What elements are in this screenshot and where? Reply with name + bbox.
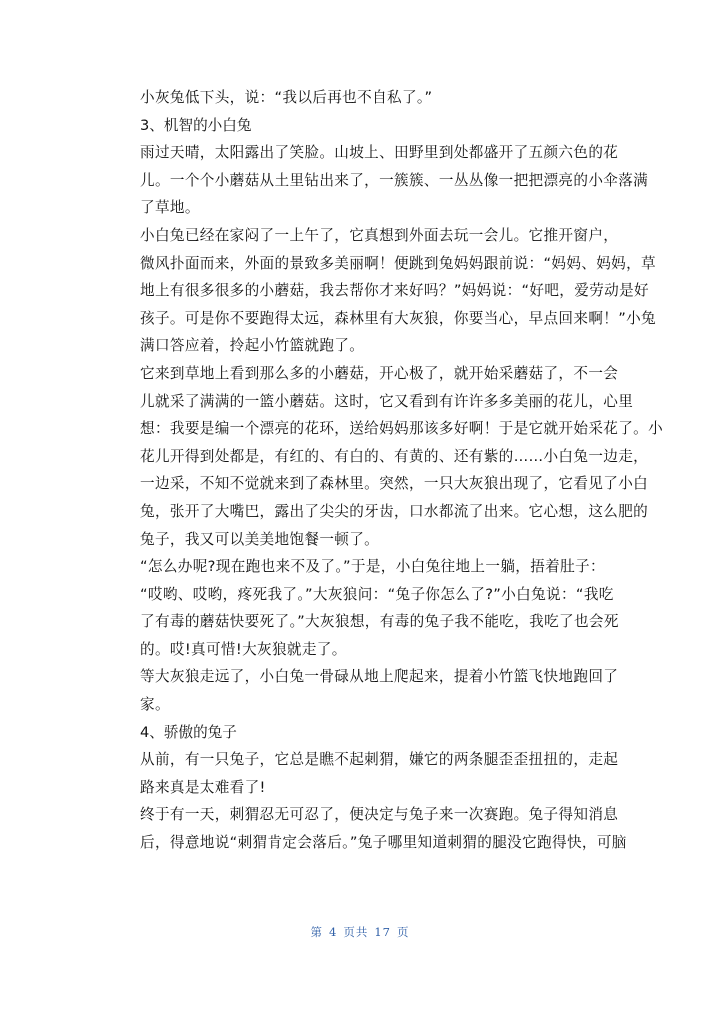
page-label-prefix: 第 (310, 925, 324, 939)
text-line: “哎哟、哎哟，疼死我了。”大灰狼问：“兔子你怎么了?”小白兔说：“我吃 (140, 585, 614, 603)
text-line: 家。 (140, 696, 170, 714)
text-line: 孩子。可是你不要跑得太远，森林里有大灰狼，你要当心，早点回来啊！”小兔 (140, 309, 657, 327)
text-line: 小灰兔低下头，说：“我以后再也不自私了。” (140, 89, 433, 106)
text-line: “怎么办呢?现在跑也来不及了。”于是，小白兔往地上一躺，捂着肚子： (140, 558, 605, 576)
text-line: 小白兔已经在家闷了一上午了，它真想到外面去玩一会儿。它推开窗户， (140, 226, 619, 244)
text-line: 的。哎!真可惜!大灰狼就走了。 (140, 640, 347, 658)
text-line: 后，得意地说“刺猬肯定会落后。”兔子哪里知道刺猬的腿没它跑得快，可脑 (140, 834, 627, 852)
text-line: 了草地。 (140, 199, 200, 217)
text-line: 花儿开得到处都是，有红的、有白的、有黄的、还有紫的……小白兔一边走， (140, 447, 649, 465)
text-line: 4、骄傲的兔子 (140, 723, 237, 741)
text-line: 路来真是太难看了! (140, 778, 266, 796)
text-line: 从前，有一只兔子，它总是瞧不起刺猬，嫌它的两条腿歪歪扭扭的，走起 (140, 751, 619, 769)
text-line: 终于有一天，刺猬忍无可忍了，便决定与兔子来一次赛跑。兔子得知消息 (140, 806, 619, 824)
current-page-number: 4 (329, 925, 338, 939)
paragraph (111, 139, 649, 222)
page-footer (0, 924, 720, 940)
paragraph (111, 801, 627, 856)
text-line: 兔，张开了大嘴巴，露出了尖尖的牙齿，口水都流了出来。它心想，这么肥的 (140, 502, 649, 520)
paragraph (111, 553, 619, 663)
text-line: 地上有很多很多的小蘑菇，我去帮你才来好吗？”妈妈说：“好吧，爱劳动是好 (140, 282, 649, 300)
text-line: 儿。一个个小蘑菇从土里钻出来了，一簇簇、一丛丛像一把把漂亮的小伞落满 (140, 171, 649, 189)
text-line: 一边采，不知不觉就来到了森林里。突然，一只大灰狼出现了，它看见了小白 (140, 475, 649, 493)
text-line: 等大灰狼走远了，小白兔一骨碌从地上爬起来，提着小竹篮飞快地跑回了 (140, 668, 619, 686)
text-line: 想：我要是编一个漂亮的花环，送给妈妈那该多好啊！于是它就开始采花了。小 (140, 420, 664, 438)
text-line: 满口答应着，拎起小竹篮就跑了。 (140, 337, 365, 355)
section-heading (111, 719, 611, 747)
paragraph (111, 360, 664, 553)
text-line: 了有毒的蘑菇快要死了。”大灰狼想，有毒的兔子我不能吃，我吃了也会死 (140, 613, 619, 631)
text-line: 3、机智的小白兔 (140, 116, 252, 134)
section-heading (111, 112, 611, 140)
paragraph (111, 663, 619, 718)
document-body (111, 84, 664, 857)
paragraph (111, 84, 611, 112)
paragraph (111, 746, 619, 801)
text-line: 雨过天晴，太阳露出了笑脸。山坡上、田野里到处都盛开了五颜六色的花 (140, 144, 619, 162)
text-line: 微风扑面而来，外面的景致多美丽啊！便跳到兔妈妈跟前说：“妈妈、妈妈，草 (140, 254, 657, 272)
page-of-label: 页共 (343, 925, 369, 939)
text-line: 儿就采了满满的一篮小蘑菇。这时，它又看到有许许多多美丽的花儿，心里 (140, 392, 634, 410)
page-label-suffix: 页 (396, 925, 410, 939)
total-pages-number: 17 (374, 925, 391, 939)
text-line: 它来到草地上看到那么多的小蘑菇，开心极了，就开始采蘑菇了，不一会 (140, 364, 619, 382)
text-line: 兔子，我又可以美美地饱餐一顿了。 (140, 530, 380, 548)
paragraph (111, 222, 657, 360)
